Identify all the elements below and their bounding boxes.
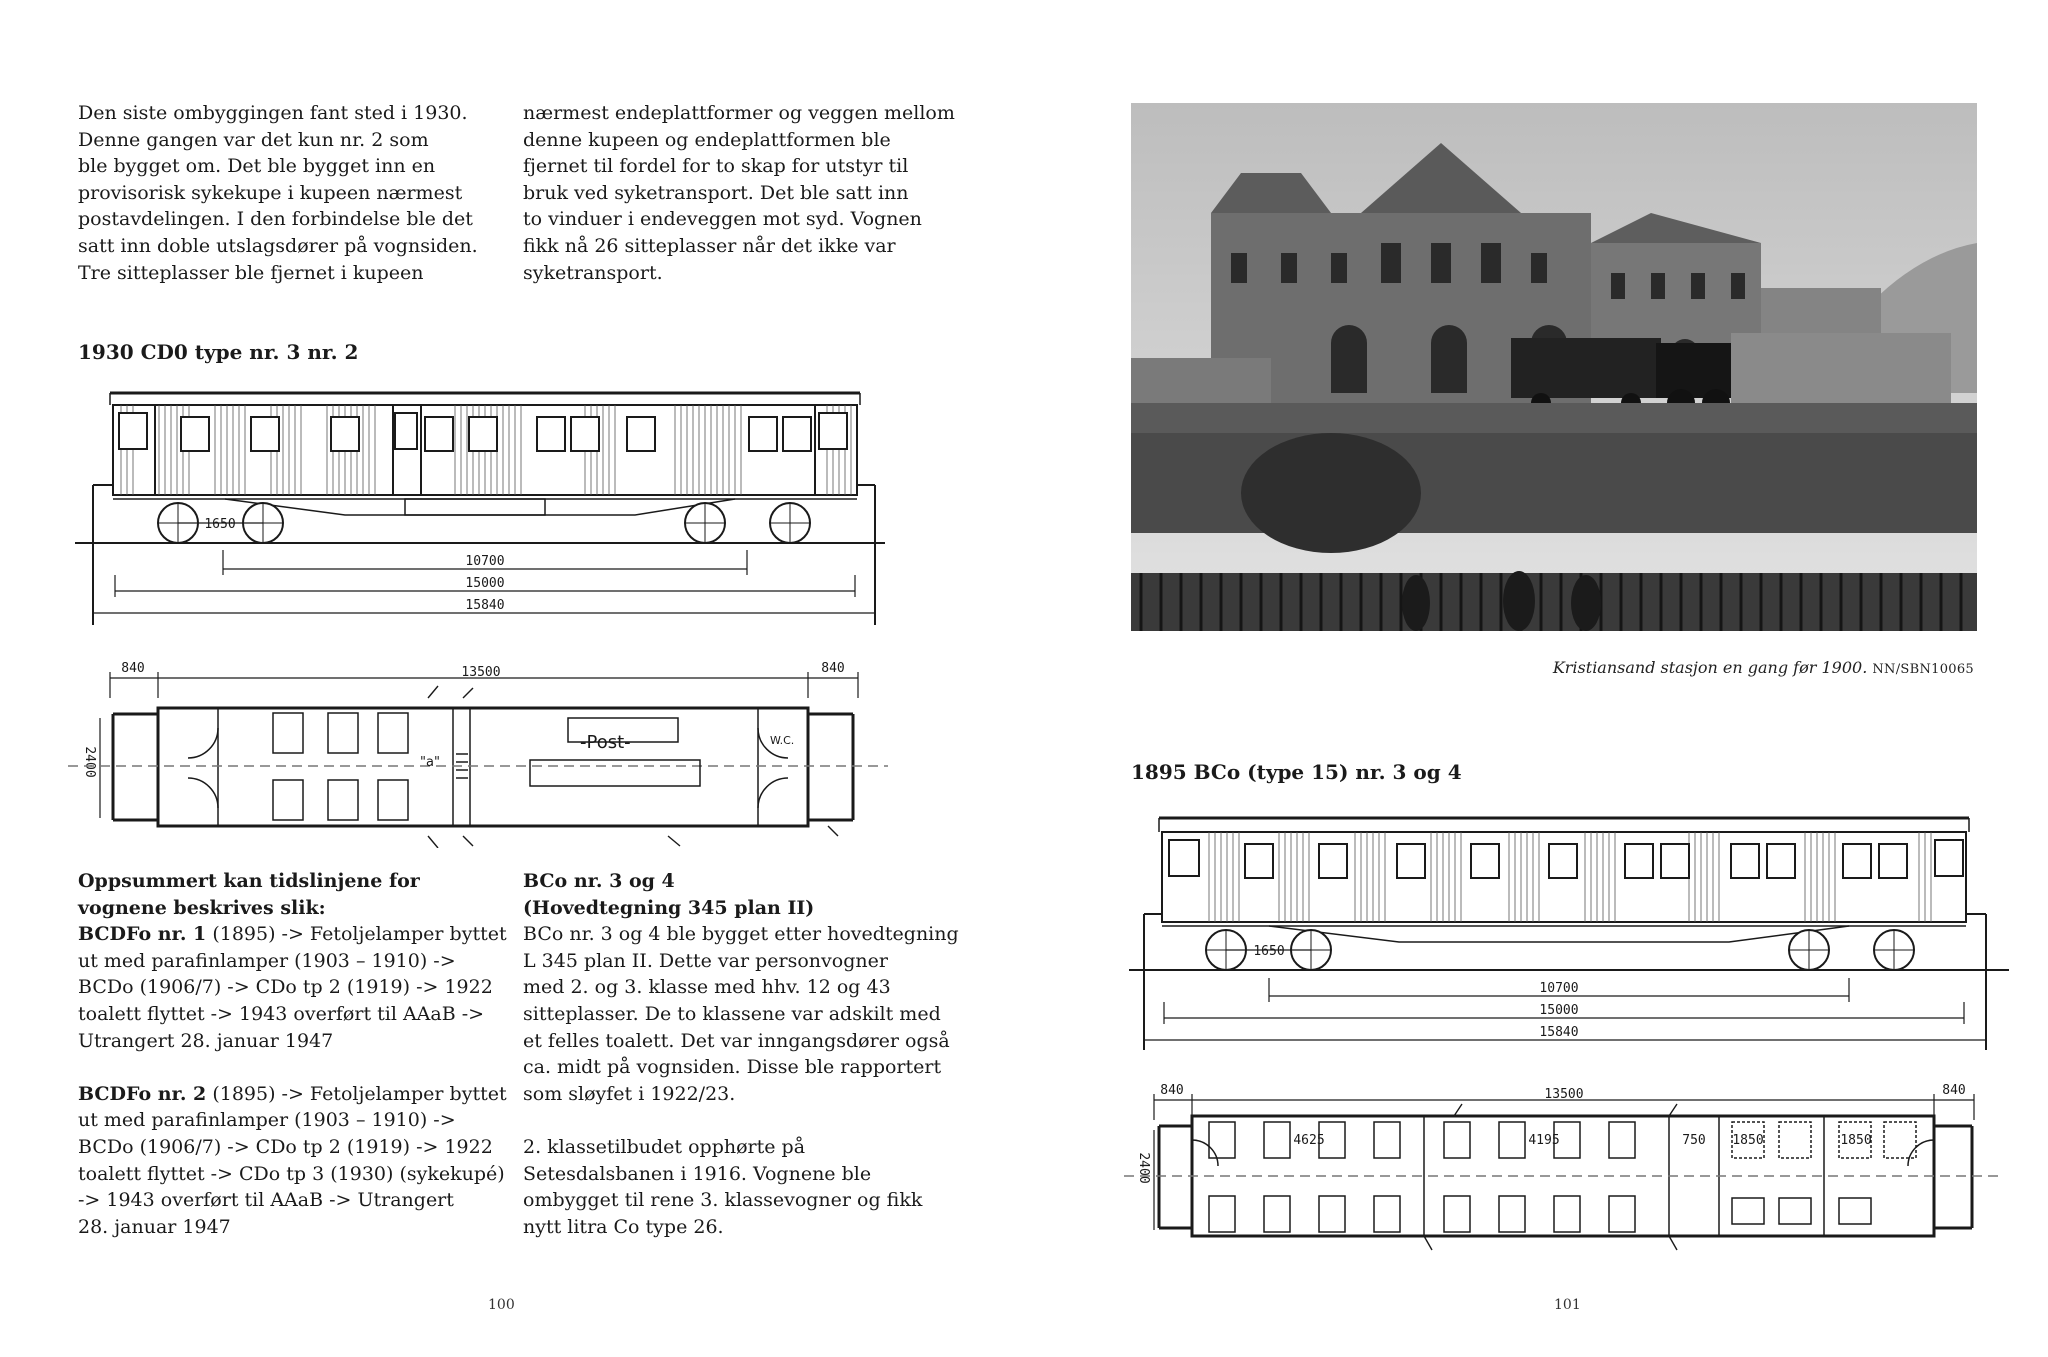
summary-item-2-line: 28. januar 1947	[78, 1215, 231, 1238]
intro-column-2	[523, 100, 963, 286]
text-line: denne kupeen og endeplattformen ble	[523, 128, 891, 151]
side-elevation-drawing-cd0	[75, 385, 885, 625]
bco-text-line: som sløyfet i 1922/23.	[523, 1082, 736, 1105]
text-line: provisorisk sykekupe i kupeen nærmest	[78, 181, 463, 204]
summary-item-1-line: Utrangert 28. januar 1947	[78, 1029, 334, 1052]
bco-text-line: ombygget til rene 3. klassevogner og fikk	[523, 1189, 923, 1212]
text-line: syketransport.	[523, 261, 663, 284]
bco-text-line: L 345 plan II. Dette var personvogner	[523, 949, 888, 972]
dim-total-length-label: 15840	[465, 598, 505, 613]
text-line: bruk ved syketransport. Det ble satt inn	[523, 181, 909, 204]
drawing-heading-bco: 1895 BCo (type 15) nr. 3 og 4	[1131, 760, 1462, 784]
bco-heading-line: (Hovedtegning 345 plan II)	[523, 896, 815, 919]
room-dim-1850-a: 1850	[1732, 1133, 1764, 1148]
summary-item-2-line: BCDo (1906/7) -> CDo tp 2 (1919) -> 1922	[78, 1135, 493, 1158]
page-number-right: 101	[1554, 1297, 1581, 1313]
summary-column	[78, 868, 518, 1240]
dim-end-left-label: 840	[121, 661, 145, 676]
compartment-a-label: "a"	[420, 755, 440, 770]
drawing-heading-cd0: 1930 CD0 type nr. 3 nr. 2	[78, 340, 359, 364]
dim-wheelbase-label: 1650	[1253, 944, 1285, 959]
right-page	[1024, 0, 2048, 1357]
text-line: nærmest endeplattformer og veggen mellom	[523, 102, 955, 124]
summary-heading-line: Oppsummert kan tidslinjene for	[78, 870, 420, 892]
bco-text-line: nytt litra Co type 26.	[523, 1215, 724, 1238]
bco-text-line: BCo nr. 3 og 4 ble bygget etter hovedtegning	[523, 923, 959, 946]
dim-center-label: 13500	[1544, 1087, 1584, 1102]
dim-total-length-label: 15840	[1539, 1025, 1579, 1040]
bco-column	[523, 868, 973, 1240]
dim-center-label: 13500	[461, 665, 501, 680]
dim-wheelbase-label: 1650	[204, 517, 236, 532]
floor-plan-drawing-cd0	[68, 658, 888, 848]
dim-width-label: 2400	[1136, 1152, 1151, 1184]
dim-body-length-label: 15000	[1539, 1003, 1579, 1018]
text-line: fikk nå 26 sitteplasser når det ikke var	[523, 234, 896, 257]
text-line: to vinduer i endeveggen mot syd. Vognen	[523, 208, 922, 231]
bco-text-line: med 2. og 3. klasse med hhv. 12 og 43	[523, 976, 891, 999]
summary-item-1-line: ut med parafinlamper (1903 – 1910) ->	[78, 949, 456, 972]
summary-item-2-line: ut med parafinlamper (1903 – 1910) ->	[78, 1109, 456, 1132]
bco-text-line: Setesdalsbanen i 1916. Vognene ble	[523, 1162, 872, 1185]
bco-text-line: 2. klassetilbudet opphørte på	[523, 1135, 806, 1158]
dim-end-right-label: 840	[821, 661, 845, 676]
intro-column-1	[78, 100, 498, 286]
room-dim-750: 750	[1682, 1133, 1706, 1148]
page-number-left: 100	[488, 1297, 515, 1313]
wc-label: W.C.	[770, 734, 795, 747]
bco-text-line: sitteplasser. De to klassene var adskilt med	[523, 1002, 941, 1025]
post-compartment-label: -Post-	[580, 732, 631, 753]
dim-end-left-label: 840	[1160, 1083, 1184, 1098]
room-dim-1850-b: 1850	[1840, 1133, 1872, 1148]
text-line: postavdelingen. I den forbindelse ble det	[78, 208, 473, 231]
photo-credit: NN/SBN10065	[1872, 662, 1974, 677]
station-photo	[1131, 103, 1977, 631]
text-line: satt inn doble utslagsdører på vognsiden.	[78, 234, 478, 257]
summary-item-2-line: BCDFo nr. 2 (1895) -> Fetoljelamper byttet	[78, 1082, 507, 1105]
dim-width-label: 2400	[82, 746, 97, 778]
bco-text-line: ca. midt på vognsiden. Disse ble rapportert	[523, 1056, 942, 1079]
text-line: fjernet til fordel for to skap for utstyr til	[523, 155, 909, 178]
summary-item-1-line: BCDFo nr. 1 (1895) -> Fetoljelamper byttet	[78, 923, 507, 946]
bco-heading-line: BCo nr. 3 og 4	[523, 870, 675, 892]
summary-item-2-line: -> 1943 overført til AAaB -> Utrangert	[78, 1189, 454, 1212]
dim-bogie-centers-label: 10700	[465, 554, 505, 569]
dim-bogie-centers-label: 10700	[1539, 981, 1579, 996]
bco-text-line: et felles toalett. Det var inngangsdører også	[523, 1029, 950, 1052]
text-line: ble bygget om. Det ble bygget inn en	[78, 155, 436, 178]
summary-item-1-line: BCDo (1906/7) -> CDo tp 2 (1919) -> 1922	[78, 976, 493, 999]
summary-item-1-line: toalett flyttet -> 1943 overført til AAaB ->	[78, 1002, 485, 1025]
summary-item-2-line: toalett flyttet -> CDo tp 3 (1930) (sykekupé)	[78, 1162, 505, 1185]
text-line: Den siste ombyggingen fant sted i 1930.	[78, 102, 468, 124]
photo-caption	[1294, 658, 1974, 677]
text-line: Denne gangen var det kun nr. 2 som	[78, 128, 429, 151]
room-dim-4625: 4625	[1293, 1133, 1325, 1148]
side-elevation-drawing-bco	[1129, 810, 2009, 1050]
dim-body-length-label: 15000	[465, 576, 505, 591]
room-dim-4195: 4195	[1528, 1133, 1560, 1148]
caption-text: Kristiansand stasjon en gang før 1900.	[1552, 658, 1868, 677]
text-line: Tre sitteplasser ble fjernet i kupeen	[78, 261, 424, 284]
floor-plan-drawing-bco	[1124, 1080, 2004, 1260]
summary-heading-line: vognene beskrives slik:	[78, 896, 326, 919]
dim-end-right-label: 840	[1942, 1083, 1966, 1098]
